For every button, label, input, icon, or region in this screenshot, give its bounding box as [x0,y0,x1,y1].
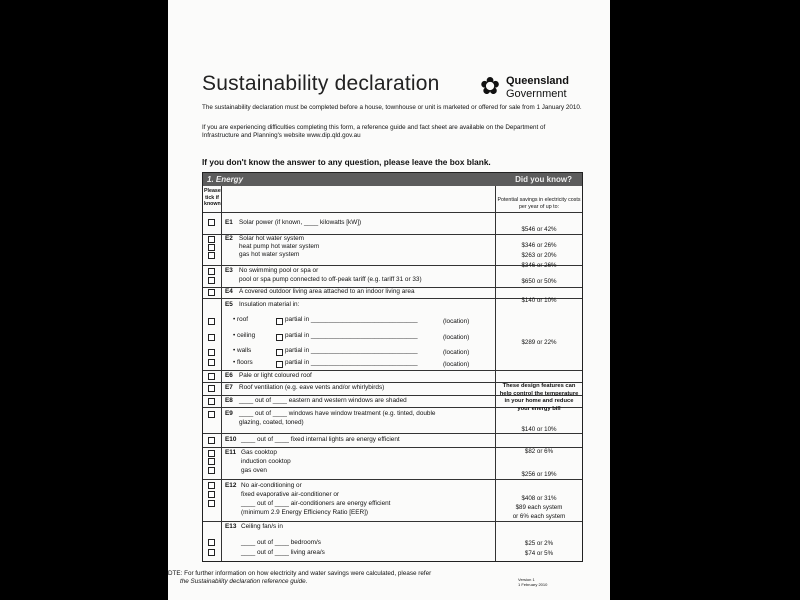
column-divider [221,186,222,561]
row-divider [203,212,582,213]
e5-floors-label: • floors [233,359,253,366]
e9-line-2: glazing, coated, toned) [239,419,304,426]
e5-ceiling-partial: partial in ______________________________ [285,332,418,339]
e5-floors-partial: partial in ______________________________ [285,359,418,366]
e10-code: E10 [225,436,237,443]
e7-note: These design features can help control the temperature in your home and reduce your energy bill [499,383,579,412]
e12-line-2: fixed evaporative air-conditioner or [241,491,340,498]
intro-paragraph-2: If you are experiencing difficulties completing this form, a reference guide and fact sheet are available on the Department of Infrastructure and Planning's website www.dip.qld.gov.au [202,124,546,140]
logo-line2: Government [506,88,567,100]
e13-checkbox-1[interactable] [208,539,215,546]
e2-saving-3: $346 or 26% [521,262,557,269]
energy-table [202,172,583,562]
logo-icon: ✿ [480,73,501,100]
e4-saving: $140 or 10% [521,297,557,304]
e7-text: Roof ventilation (e.g. eave vents and/or whirlybirds) [239,384,385,391]
e12-line-4: (minimum 2.9 Energy Efficiency Ratio [EER]) [241,509,369,516]
e6-text: Pale or light coloured roof [239,372,312,379]
e11-line-3: gas oven [241,467,267,474]
e2-code: E2 [225,235,233,242]
row-divider [203,521,582,522]
e5-roof-location: (location) [443,318,470,325]
e12-checkbox-3[interactable] [208,500,215,507]
savings-column-header: Potential savings in electricity costs per year of up to: [497,197,581,210]
version-label: Version 1 1 February 2010 [518,577,548,587]
e13-saving-1: $25 or 2% [524,540,554,547]
e1-text: Solar power (if known, ____ kilowatts [kW]) [239,219,362,226]
e5-roof-partial-checkbox[interactable] [276,318,283,325]
e12-checkbox-1[interactable] [208,482,215,489]
e5-ceiling-location: (location) [443,334,470,341]
e2-checkbox-1[interactable] [208,236,215,243]
section-header [203,173,582,186]
e7-checkbox[interactable] [208,385,215,392]
e3-line-2: pool or spa pump connected to off-peak tariff (e.g. tariff 31 or 33) [239,276,422,283]
e13-line-1: ____ out of ____ bedroom/s [241,539,321,546]
e11-checkbox-2[interactable] [208,458,215,465]
e3-checkbox-1[interactable] [208,268,215,275]
e5-walls-checkbox[interactable] [208,349,215,356]
e13-saving-2: $74 or 5% [524,550,554,557]
e12-saving-1: $408 or 31% [521,495,557,502]
e6-code: E6 [225,372,233,379]
e10-checkbox[interactable] [208,437,215,444]
e8-text: ____ out of ____ eastern and western windows are shaded [239,397,407,404]
e5-roof-checkbox[interactable] [208,318,215,325]
e5-roof-partial: partial in ______________________________ [285,316,418,323]
tick-column-header: Please tick if known [204,188,221,207]
intro-paragraph-1: The sustainability declaration must be completed before a house, townhouse or unit is marketed or offered for sale from 1 January 2010. [202,104,582,111]
e5-text: Insulation material in: [239,301,300,308]
e3-code: E3 [225,267,233,274]
e5-walls-label: • walls [233,347,252,354]
row-divider [203,370,582,371]
e3-checkbox-2[interactable] [208,277,215,284]
e12-line-1: No air-conditioning or [241,482,302,489]
e6-checkbox[interactable] [208,373,215,380]
e13-code: E13 [225,523,237,530]
e9-saving: $140 or 10% [521,426,557,433]
e12-line-3: ____ out of ____ air-conditioners are energy efficient [241,500,391,507]
logo-line1: Queensland [506,75,569,87]
e2-saving-1: $346 or 26% [521,242,557,249]
e5-code: E5 [225,301,233,308]
e8-code: E8 [225,397,233,404]
e1-checkbox[interactable] [208,219,215,226]
e5-walls-partial-checkbox[interactable] [276,349,283,356]
footer-note-line-1: DTE: For further information on how electricity and water savings were calculated, please refer [168,570,432,577]
e12-saving-3: or 6% each system [512,513,566,520]
e9-checkbox[interactable] [208,411,215,418]
e2-line-2: heat pump hot water system [239,243,320,250]
footer-note-line-2: the Sustainability declaration reference guide. [180,578,308,585]
e2-line-1: Solar hot water system [239,235,304,242]
e11-saving: $256 or 19% [521,471,557,478]
e2-checkbox-3[interactable] [208,252,215,259]
e12-code: E12 [225,482,237,489]
e11-code: E11 [225,449,237,456]
e5-floors-location: (location) [443,361,470,368]
e5-walls-location: (location) [443,349,470,356]
e11-checkbox-1[interactable] [208,450,215,457]
e12-saving-2: $89 each system [515,504,563,511]
warning-text: If you don't know the answer to any question, please leave the box blank. [202,157,491,167]
e8-checkbox[interactable] [208,398,215,405]
e5-walls-partial: partial in ______________________________ [285,347,418,354]
e10-text: ____ out of ____ fixed internal lights are energy efficient [241,436,400,443]
e13-checkbox-2[interactable] [208,549,215,556]
e13-line-2: ____ out of ____ living area/s [241,549,325,556]
e5-ceiling-partial-checkbox[interactable] [276,334,283,341]
e11-line-1: Gas cooktop [241,449,277,456]
e13-text: Ceiling fan/s in [241,523,283,530]
e12-checkbox-2[interactable] [208,491,215,498]
e5-saving: $289 or 22% [521,339,557,346]
e2-checkbox-2[interactable] [208,244,215,251]
page-title: Sustainability declaration [202,72,440,95]
e1-code: E1 [225,219,233,226]
row-divider [203,479,582,480]
e9-line-1: ____ out of ____ windows have window treatment (e.g. tinted, double [239,410,436,417]
e5-roof-label: • roof [233,316,249,323]
e2-line-3: gas hot water system [239,251,300,258]
footer-note [168,570,431,586]
e5-floors-checkbox[interactable] [208,359,215,366]
e1-saving: $546 or 42% [521,226,557,233]
e9-code: E9 [225,410,233,417]
e2-saving-2: $263 or 20% [521,252,557,259]
e11-line-2: induction cooktop [241,458,291,465]
e4-text: A covered outdoor living area attached to an indoor living area [239,288,415,295]
document-page [168,0,610,600]
did-you-know-label: Did you know? [515,175,572,184]
e5-floors-partial-checkbox[interactable] [276,361,283,368]
e7-code: E7 [225,384,233,391]
e3-saving: $650 or 50% [521,278,557,285]
e3-line-1: No swimming pool or spa or [239,267,319,274]
e5-ceiling-label: • ceiling [233,332,256,339]
queensland-government-logo [480,73,600,107]
e10-saving: $82 or 6% [524,448,554,455]
e4-code: E4 [225,288,233,295]
e5-ceiling-checkbox[interactable] [208,334,215,341]
section-title: 1. Energy [207,175,244,184]
e11-checkbox-3[interactable] [208,467,215,474]
e4-checkbox[interactable] [208,289,215,296]
